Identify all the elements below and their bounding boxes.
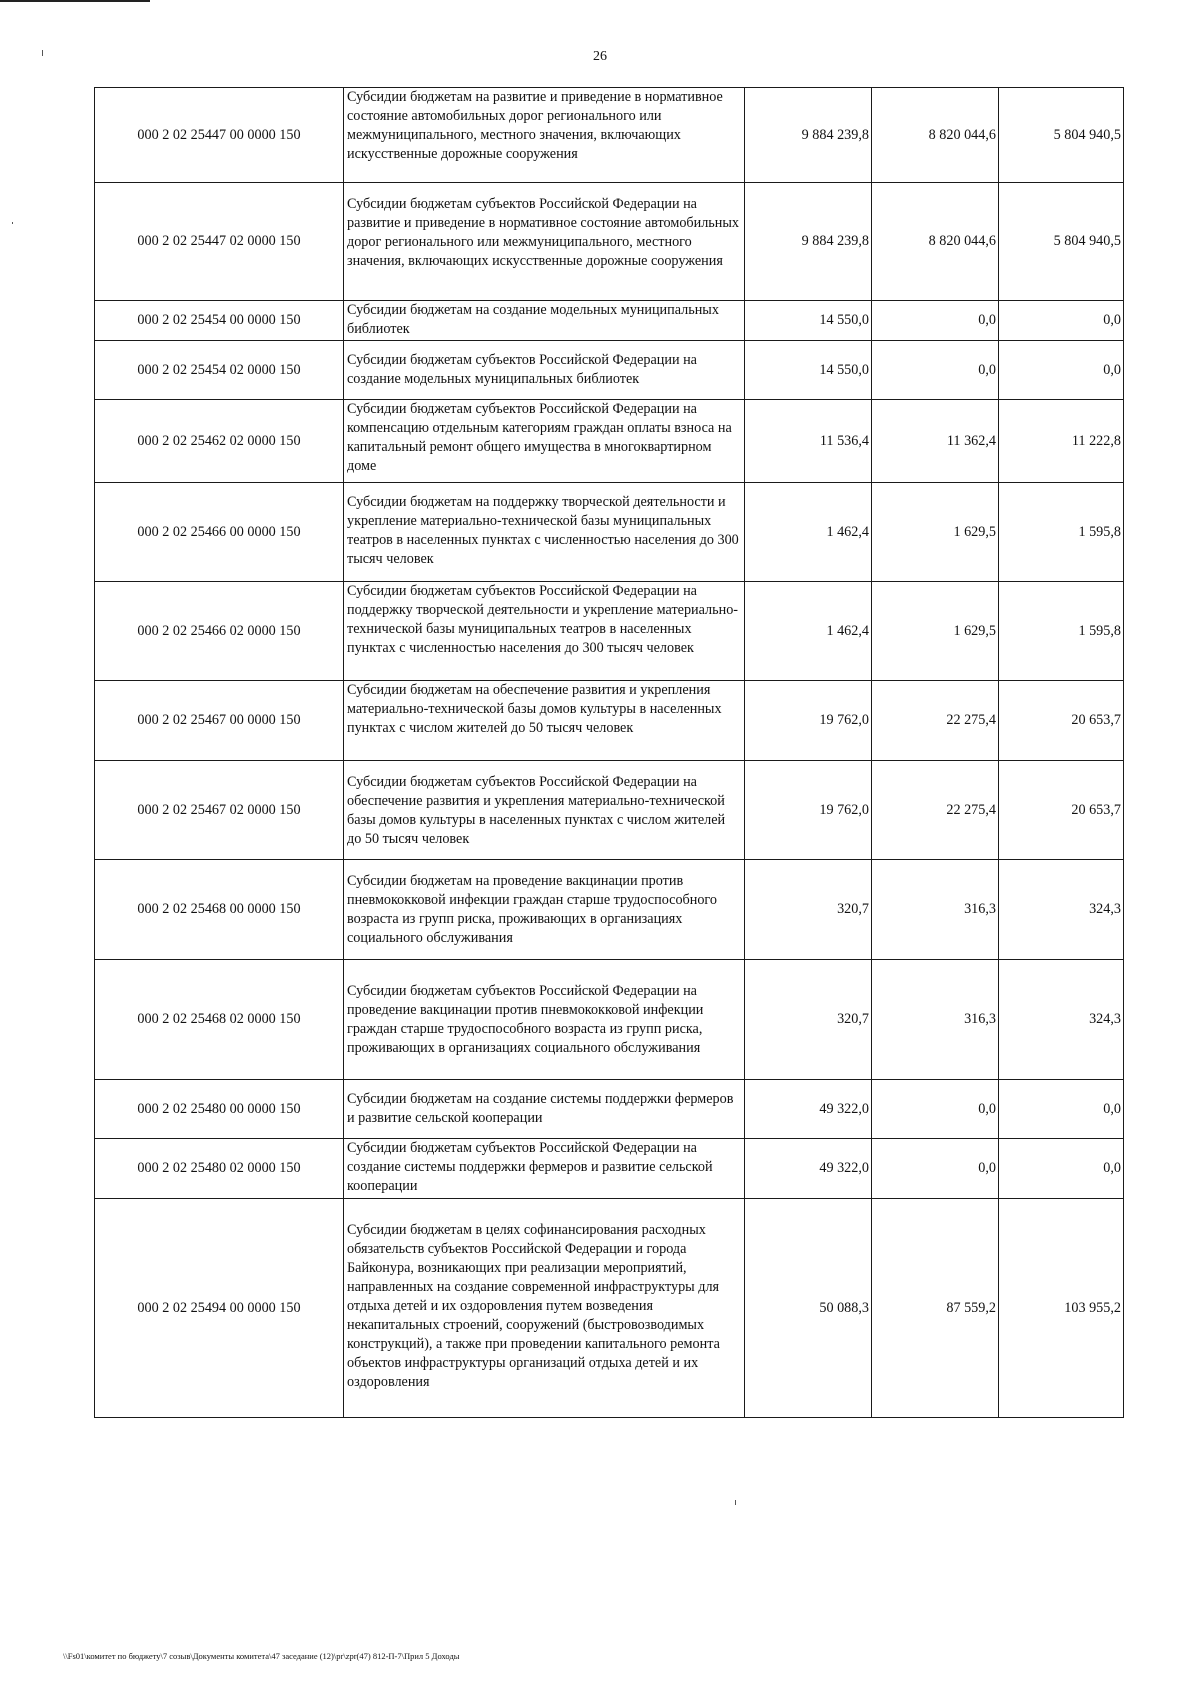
table-row [95, 582, 1124, 681]
budget-code-cell: 000 2 02 25466 02 0000 150 [95, 582, 344, 681]
scan-edge-mark [0, 0, 150, 2]
revenue-name-cell: Субсидии бюджетам на развитие и приведение в нормативное состояние автомобильных дорог регионального или межмуниципального, местного значения, включающих искусственные дорожные сооружения [344, 88, 745, 183]
table-row [95, 301, 1124, 341]
table-row [95, 483, 1124, 582]
budget-code-cell: 000 2 02 25466 00 0000 150 [95, 483, 344, 582]
budget-code-cell: 000 2 02 25467 00 0000 150 [95, 681, 344, 761]
table-row [95, 183, 1124, 301]
table-row [95, 341, 1124, 400]
revenue-name-cell: Субсидии бюджетам субъектов Российской Федерации на развитие и приведение в нормативное состояние автомобильных дорог регионального или межмуниципального, местного значения, включающих искусственные дорожные сооружения [344, 183, 745, 301]
budget-code-cell: 000 2 02 25447 02 0000 150 [95, 183, 344, 301]
amount-year2-cell: 316,3 [872, 960, 999, 1080]
budget-code-cell: 000 2 02 25480 00 0000 150 [95, 1080, 344, 1139]
amount-year3-cell: 324,3 [999, 960, 1124, 1080]
amount-year1-cell: 19 762,0 [745, 761, 872, 860]
budget-code-cell: 000 2 02 25494 00 0000 150 [95, 1199, 344, 1418]
table-row [95, 1080, 1124, 1139]
amount-year2-cell: 0,0 [872, 301, 999, 341]
table-row [95, 1139, 1124, 1199]
revenue-name-cell: Субсидии бюджетам субъектов Российской Федерации на создание системы поддержки фермеров и развитие сельской кооперации [344, 1139, 745, 1199]
amount-year1-cell: 1 462,4 [745, 582, 872, 681]
amount-year3-cell: 5 804 940,5 [999, 183, 1124, 301]
revenue-name-cell: Субсидии бюджетам субъектов Российской Федерации на проведение вакцинации против пневмококковой инфекции граждан старше трудоспособного возраста из групп риска, проживающих в организациях социального обслуживания [344, 960, 745, 1080]
amount-year2-cell: 22 275,4 [872, 761, 999, 860]
revenue-name-cell: Субсидии бюджетам субъектов Российской Федерации на поддержку творческой деятельности и укрепление материально-технической базы муниципальных театров в населенных пунктах с численностью населения до 300 тысяч человек [344, 582, 745, 681]
amount-year2-cell: 0,0 [872, 341, 999, 400]
amount-year3-cell: 20 653,7 [999, 681, 1124, 761]
amount-year2-cell: 0,0 [872, 1080, 999, 1139]
revenue-name-cell: Субсидии бюджетам на создание модельных муниципальных библиотек [344, 301, 745, 341]
amount-year1-cell: 11 536,4 [745, 400, 872, 483]
amount-year1-cell: 1 462,4 [745, 483, 872, 582]
revenue-name-cell: Субсидии бюджетам субъектов Российской Федерации на создание модельных муниципальных библиотек [344, 341, 745, 400]
revenue-name-cell: Субсидии бюджетам на проведение вакцинации против пневмококковой инфекции граждан старше трудоспособного возраста из групп риска, проживающих в организациях социального обслуживания [344, 860, 745, 960]
table-row [95, 681, 1124, 761]
budget-code-cell: 000 2 02 25447 00 0000 150 [95, 88, 344, 183]
revenue-name-cell: Субсидии бюджетам в целях софинансирования расходных обязательств субъектов Российской Федерации и города Байконура, возникающих при реализации мероприятий, направленных на создание современной инфраструктуры для отдыха детей и их оздоровления путем возведения некапитальных строений, сооружений (быстровозводимых конструкций), а также при проведении капитального ремонта объектов инфраструктуры организаций отдыха детей и их оздоровления [344, 1199, 745, 1418]
amount-year1-cell: 9 884 239,8 [745, 88, 872, 183]
revenue-name-cell: Субсидии бюджетам на обеспечение развития и укрепления материально-технической базы домов культуры в населенных пунктах с числом жителей до 50 тысяч человек [344, 681, 745, 761]
amount-year3-cell: 324,3 [999, 860, 1124, 960]
budget-code-cell: 000 2 02 25468 02 0000 150 [95, 960, 344, 1080]
amount-year1-cell: 320,7 [745, 960, 872, 1080]
budget-code-cell: 000 2 02 25454 00 0000 150 [95, 301, 344, 341]
revenue-name-cell: Субсидии бюджетам субъектов Российской Федерации на обеспечение развития и укрепления материально-технической базы домов культуры в населенных пунктах с числом жителей до 50 тысяч человек [344, 761, 745, 860]
amount-year3-cell: 20 653,7 [999, 761, 1124, 860]
table-row [95, 761, 1124, 860]
budget-code-cell: 000 2 02 25480 02 0000 150 [95, 1139, 344, 1199]
amount-year2-cell: 87 559,2 [872, 1199, 999, 1418]
amount-year3-cell: 0,0 [999, 1080, 1124, 1139]
scan-speck [735, 1500, 736, 1505]
page-number: 26 [593, 49, 607, 64]
amount-year3-cell: 1 595,8 [999, 582, 1124, 681]
amount-year3-cell: 11 222,8 [999, 400, 1124, 483]
amount-year1-cell: 19 762,0 [745, 681, 872, 761]
table-row [95, 1199, 1124, 1418]
amount-year3-cell: 0,0 [999, 341, 1124, 400]
revenue-name-cell: Субсидии бюджетам на создание системы поддержки фермеров и развитие сельской кооперации [344, 1080, 745, 1139]
scan-speck [42, 50, 43, 56]
amount-year1-cell: 50 088,3 [745, 1199, 872, 1418]
amount-year1-cell: 320,7 [745, 860, 872, 960]
amount-year3-cell: 0,0 [999, 301, 1124, 341]
document-file-path: \\Fs01\комитет по бюджету\7 созыв\Документы комитета\47 заседание (12)\pr\zpr(47) 812-П-7\Прил 5 Доходы [63, 1651, 460, 1661]
amount-year1-cell: 14 550,0 [745, 341, 872, 400]
amount-year2-cell: 8 820 044,6 [872, 88, 999, 183]
table-row [95, 400, 1124, 483]
amount-year2-cell: 22 275,4 [872, 681, 999, 761]
scan-speck [12, 222, 13, 224]
amount-year3-cell: 5 804 940,5 [999, 88, 1124, 183]
budget-code-cell: 000 2 02 25454 02 0000 150 [95, 341, 344, 400]
revenue-name-cell: Субсидии бюджетам субъектов Российской Федерации на компенсацию отдельным категориям граждан оплаты взноса на капитальный ремонт общего имущества в многоквартирном доме [344, 400, 745, 483]
budget-code-cell: 000 2 02 25468 00 0000 150 [95, 860, 344, 960]
amount-year1-cell: 49 322,0 [745, 1080, 872, 1139]
amount-year1-cell: 49 322,0 [745, 1139, 872, 1199]
table-row [95, 88, 1124, 183]
table-row [95, 960, 1124, 1080]
amount-year2-cell: 0,0 [872, 1139, 999, 1199]
amount-year3-cell: 0,0 [999, 1139, 1124, 1199]
budget-code-cell: 000 2 02 25467 02 0000 150 [95, 761, 344, 860]
amount-year3-cell: 1 595,8 [999, 483, 1124, 582]
budget-code-cell: 000 2 02 25462 02 0000 150 [95, 400, 344, 483]
budget-revenue-table [94, 87, 1124, 1418]
amount-year3-cell: 103 955,2 [999, 1199, 1124, 1418]
amount-year2-cell: 1 629,5 [872, 582, 999, 681]
amount-year1-cell: 9 884 239,8 [745, 183, 872, 301]
amount-year2-cell: 8 820 044,6 [872, 183, 999, 301]
amount-year2-cell: 316,3 [872, 860, 999, 960]
amount-year2-cell: 1 629,5 [872, 483, 999, 582]
table-row [95, 860, 1124, 960]
amount-year2-cell: 11 362,4 [872, 400, 999, 483]
amount-year1-cell: 14 550,0 [745, 301, 872, 341]
revenue-name-cell: Субсидии бюджетам на поддержку творческой деятельности и укрепление материально-технической базы муниципальных театров в населенных пунктах с численностью населения до 300 тысяч человек [344, 483, 745, 582]
